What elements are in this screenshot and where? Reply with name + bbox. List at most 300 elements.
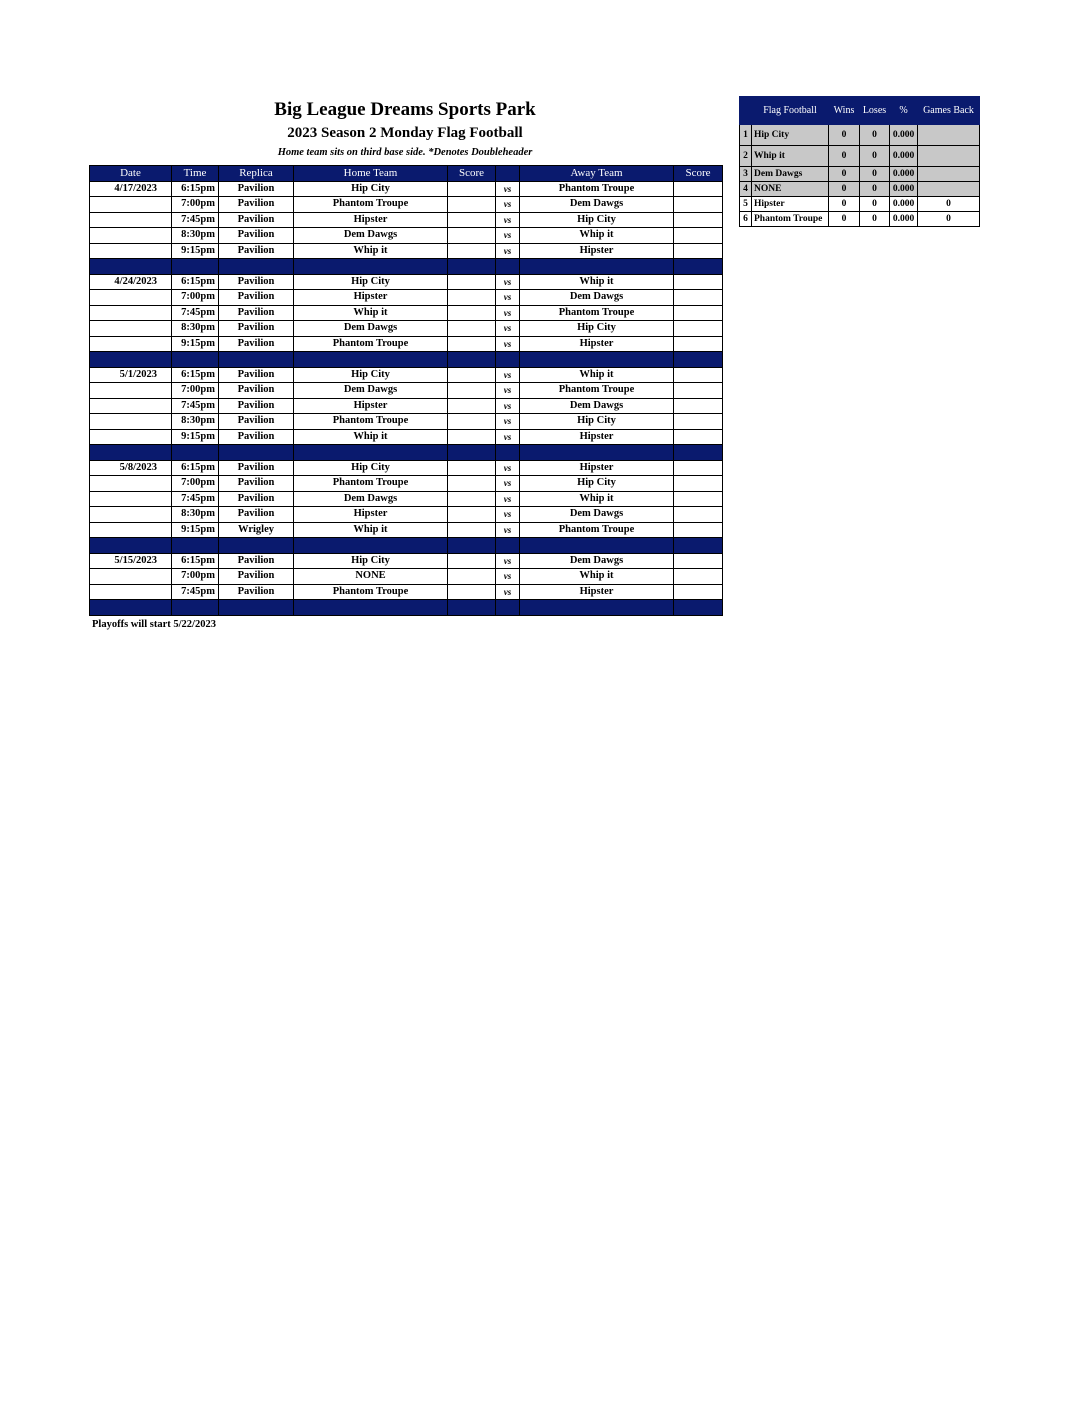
away-score [674, 491, 723, 507]
table-row [90, 274, 723, 290]
table-row [90, 336, 723, 352]
away-team: Hip City [520, 212, 674, 228]
vs-label: vs [496, 290, 520, 306]
table-row [90, 491, 723, 507]
table-row [90, 522, 723, 538]
home-score [448, 228, 496, 244]
separator-cell [219, 445, 294, 461]
separator-cell [294, 600, 448, 616]
vs-label: vs [496, 553, 520, 569]
vs-label: vs [496, 197, 520, 213]
team-pct: 0.000 [890, 167, 918, 182]
game-field: Pavilion [219, 507, 294, 523]
vs-label: vs [496, 336, 520, 352]
game-date [90, 243, 172, 259]
team-name: Phantom Troupe [752, 212, 829, 227]
away-team: Hip City [520, 476, 674, 492]
separator-cell [219, 259, 294, 275]
team-wins: 0 [829, 197, 860, 212]
home-team: Hip City [294, 460, 448, 476]
away-team: Hip City [520, 321, 674, 337]
table-row [90, 507, 723, 523]
team-pct: 0.000 [890, 125, 918, 146]
away-score [674, 305, 723, 321]
vs-label: vs [496, 398, 520, 414]
team-rank: 5 [740, 197, 752, 212]
home-team: Hip City [294, 181, 448, 197]
team-name: NONE [752, 182, 829, 197]
standings-row [740, 197, 980, 212]
game-field: Pavilion [219, 398, 294, 414]
standings-row [740, 212, 980, 227]
away-score [674, 383, 723, 399]
away-score [674, 429, 723, 445]
game-time: 6:15pm [172, 274, 219, 290]
team-rank: 6 [740, 212, 752, 227]
week-separator [90, 259, 723, 275]
table-row [90, 584, 723, 600]
away-team: Hipster [520, 429, 674, 445]
vs-label: vs [496, 243, 520, 259]
team-games-back: 0 [918, 212, 980, 227]
home-score [448, 197, 496, 213]
team-games-back [918, 125, 980, 146]
game-time: 6:15pm [172, 367, 219, 383]
home-team: Dem Dawgs [294, 383, 448, 399]
away-score [674, 181, 723, 197]
table-row [90, 398, 723, 414]
team-pct: 0.000 [890, 212, 918, 227]
separator-cell [219, 600, 294, 616]
game-field: Pavilion [219, 569, 294, 585]
away-score [674, 367, 723, 383]
playoffs-note: Playoffs will start 5/22/2023 [92, 619, 216, 630]
game-time: 7:45pm [172, 212, 219, 228]
home-score [448, 290, 496, 306]
col-vs [496, 166, 520, 182]
standings-row [740, 125, 980, 146]
vs-label: vs [496, 522, 520, 538]
game-time: 9:15pm [172, 243, 219, 259]
away-team: Dem Dawgs [520, 507, 674, 523]
game-field: Pavilion [219, 414, 294, 430]
standings-row [740, 167, 980, 182]
home-score [448, 460, 496, 476]
table-row [90, 212, 723, 228]
separator-cell [172, 600, 219, 616]
game-time: 6:15pm [172, 181, 219, 197]
away-team: Hipster [520, 460, 674, 476]
table-row [90, 305, 723, 321]
vs-label: vs [496, 460, 520, 476]
away-score [674, 274, 723, 290]
separator-cell [496, 445, 520, 461]
home-team: Hipster [294, 212, 448, 228]
away-team: Whip it [520, 274, 674, 290]
away-team: Dem Dawgs [520, 197, 674, 213]
week-separator [90, 445, 723, 461]
separator-cell [90, 600, 172, 616]
game-time: 9:15pm [172, 429, 219, 445]
separator-cell [90, 259, 172, 275]
table-row [90, 290, 723, 306]
vs-label: vs [496, 507, 520, 523]
team-loses: 0 [860, 125, 890, 146]
col-flag-football: Flag Football [752, 97, 829, 125]
away-team: Whip it [520, 491, 674, 507]
vs-label: vs [496, 367, 520, 383]
separator-cell [448, 445, 496, 461]
team-wins: 0 [829, 212, 860, 227]
home-team: Hipster [294, 290, 448, 306]
col-pct: % [890, 97, 918, 125]
team-pct: 0.000 [890, 146, 918, 167]
table-row [90, 414, 723, 430]
game-date: 5/1/2023 [90, 367, 172, 383]
separator-cell [520, 538, 674, 554]
schedule-note: Home team sits on third base side. *Denotes Doubleheader [277, 147, 533, 158]
page-title: Big League Dreams Sports Park [274, 99, 536, 120]
table-row [90, 243, 723, 259]
table-row [90, 367, 723, 383]
game-date: 4/24/2023 [90, 274, 172, 290]
team-games-back [918, 146, 980, 167]
home-score [448, 429, 496, 445]
separator-cell [219, 538, 294, 554]
team-name: Hipster [752, 197, 829, 212]
away-team: Dem Dawgs [520, 290, 674, 306]
table-row [90, 383, 723, 399]
separator-cell [520, 259, 674, 275]
home-team: Whip it [294, 243, 448, 259]
game-field: Pavilion [219, 274, 294, 290]
table-row [90, 476, 723, 492]
away-score [674, 507, 723, 523]
away-score [674, 584, 723, 600]
away-team: Hip City [520, 414, 674, 430]
game-field: Pavilion [219, 197, 294, 213]
game-time: 9:15pm [172, 522, 219, 538]
away-team: Whip it [520, 228, 674, 244]
game-field: Pavilion [219, 181, 294, 197]
game-time: 7:00pm [172, 197, 219, 213]
team-pct: 0.000 [890, 197, 918, 212]
home-score [448, 491, 496, 507]
away-score [674, 321, 723, 337]
separator-cell [172, 259, 219, 275]
table-row [90, 569, 723, 585]
game-date [90, 584, 172, 600]
game-time: 7:45pm [172, 584, 219, 600]
separator-cell [90, 445, 172, 461]
game-time: 7:00pm [172, 383, 219, 399]
home-team: Hipster [294, 398, 448, 414]
game-field: Pavilion [219, 228, 294, 244]
away-score [674, 197, 723, 213]
separator-cell [674, 445, 723, 461]
home-team: Dem Dawgs [294, 321, 448, 337]
team-wins: 0 [829, 125, 860, 146]
vs-label: vs [496, 584, 520, 600]
separator-cell [520, 352, 674, 368]
col-away-score: Score [674, 166, 723, 182]
team-loses: 0 [860, 146, 890, 167]
game-date [90, 491, 172, 507]
game-time: 7:00pm [172, 290, 219, 306]
game-field: Pavilion [219, 321, 294, 337]
game-field: Pavilion [219, 460, 294, 476]
game-field: Pavilion [219, 491, 294, 507]
separator-cell [674, 538, 723, 554]
team-loses: 0 [860, 167, 890, 182]
separator-cell [496, 352, 520, 368]
separator-cell [294, 445, 448, 461]
game-field: Pavilion [219, 367, 294, 383]
col-games-back: Games Back [918, 97, 980, 125]
home-score [448, 274, 496, 290]
team-name: Dem Dawgs [752, 167, 829, 182]
header [88, 98, 722, 161]
game-time: 8:30pm [172, 507, 219, 523]
game-date [90, 569, 172, 585]
away-team: Whip it [520, 569, 674, 585]
game-field: Pavilion [219, 290, 294, 306]
separator-cell [172, 352, 219, 368]
vs-label: vs [496, 305, 520, 321]
home-team: NONE [294, 569, 448, 585]
col-home-score: Score [448, 166, 496, 182]
table-row [90, 553, 723, 569]
away-score [674, 414, 723, 430]
away-score [674, 243, 723, 259]
team-games-back: 0 [918, 197, 980, 212]
separator-cell [448, 600, 496, 616]
team-name: Whip it [752, 146, 829, 167]
home-score [448, 569, 496, 585]
game-field: Pavilion [219, 336, 294, 352]
team-loses: 0 [860, 197, 890, 212]
game-date [90, 429, 172, 445]
game-field: Pavilion [219, 243, 294, 259]
away-score [674, 522, 723, 538]
home-team: Phantom Troupe [294, 584, 448, 600]
standings-row [740, 146, 980, 167]
game-time: 7:45pm [172, 398, 219, 414]
separator-cell [90, 352, 172, 368]
separator-cell [294, 538, 448, 554]
home-score [448, 507, 496, 523]
game-date [90, 476, 172, 492]
standings-table [739, 96, 980, 227]
home-team: Dem Dawgs [294, 228, 448, 244]
game-time: 6:15pm [172, 553, 219, 569]
game-date [90, 507, 172, 523]
team-rank: 3 [740, 167, 752, 182]
away-team: Hipster [520, 243, 674, 259]
home-team: Phantom Troupe [294, 476, 448, 492]
away-score [674, 553, 723, 569]
game-time: 6:15pm [172, 460, 219, 476]
col-rank [740, 97, 752, 125]
home-score [448, 181, 496, 197]
vs-label: vs [496, 321, 520, 337]
table-row [90, 197, 723, 213]
col-away-team: Away Team [520, 166, 674, 182]
game-date [90, 383, 172, 399]
team-loses: 0 [860, 182, 890, 197]
team-rank: 1 [740, 125, 752, 146]
standings-header-row [740, 97, 980, 125]
col-loses: Loses [860, 97, 890, 125]
game-date [90, 305, 172, 321]
away-team: Hipster [520, 584, 674, 600]
col-date: Date [90, 166, 172, 182]
col-time: Time [172, 166, 219, 182]
game-time: 7:00pm [172, 569, 219, 585]
game-date [90, 321, 172, 337]
separator-cell [674, 352, 723, 368]
game-time: 8:30pm [172, 414, 219, 430]
game-field: Pavilion [219, 429, 294, 445]
home-team: Whip it [294, 429, 448, 445]
away-team: Dem Dawgs [520, 398, 674, 414]
home-score [448, 367, 496, 383]
team-rank: 2 [740, 146, 752, 167]
home-score [448, 321, 496, 337]
game-field: Pavilion [219, 553, 294, 569]
away-score [674, 460, 723, 476]
team-wins: 0 [829, 167, 860, 182]
home-team: Hip City [294, 367, 448, 383]
separator-cell [294, 259, 448, 275]
home-team: Dem Dawgs [294, 491, 448, 507]
table-row [90, 460, 723, 476]
game-time: 8:30pm [172, 228, 219, 244]
vs-label: vs [496, 429, 520, 445]
col-home-team: Home Team [294, 166, 448, 182]
team-rank: 4 [740, 182, 752, 197]
home-score [448, 383, 496, 399]
game-date: 5/15/2023 [90, 553, 172, 569]
game-field: Pavilion [219, 476, 294, 492]
game-time: 7:45pm [172, 491, 219, 507]
separator-cell [496, 259, 520, 275]
home-team: Hip City [294, 553, 448, 569]
separator-cell [172, 445, 219, 461]
separator-cell [448, 352, 496, 368]
vs-label: vs [496, 476, 520, 492]
away-team: Phantom Troupe [520, 383, 674, 399]
schedule-header-row [90, 166, 723, 182]
away-score [674, 476, 723, 492]
game-time: 9:15pm [172, 336, 219, 352]
separator-cell [496, 600, 520, 616]
game-date [90, 212, 172, 228]
separator-cell [496, 538, 520, 554]
game-field: Pavilion [219, 383, 294, 399]
away-score [674, 228, 723, 244]
away-team: Phantom Troupe [520, 305, 674, 321]
table-row [90, 429, 723, 445]
vs-label: vs [496, 414, 520, 430]
away-score [674, 336, 723, 352]
week-separator [90, 538, 723, 554]
separator-cell [520, 445, 674, 461]
standings-row [740, 182, 980, 197]
team-wins: 0 [829, 146, 860, 167]
away-team: Phantom Troupe [520, 181, 674, 197]
home-score [448, 414, 496, 430]
page-subtitle: 2023 Season 2 Monday Flag Football [287, 125, 523, 141]
table-row [90, 321, 723, 337]
home-team: Whip it [294, 522, 448, 538]
separator-cell [674, 600, 723, 616]
team-games-back [918, 182, 980, 197]
away-score [674, 398, 723, 414]
vs-label: vs [496, 274, 520, 290]
home-score [448, 212, 496, 228]
team-wins: 0 [829, 182, 860, 197]
game-date [90, 522, 172, 538]
team-games-back [918, 167, 980, 182]
home-score [448, 584, 496, 600]
vs-label: vs [496, 491, 520, 507]
game-date [90, 228, 172, 244]
game-time: 8:30pm [172, 321, 219, 337]
home-score [448, 398, 496, 414]
game-date [90, 336, 172, 352]
game-date [90, 290, 172, 306]
away-score [674, 569, 723, 585]
schedule-table [89, 165, 723, 616]
home-score [448, 336, 496, 352]
home-team: Hipster [294, 507, 448, 523]
vs-label: vs [496, 569, 520, 585]
separator-cell [448, 538, 496, 554]
game-field: Pavilion [219, 305, 294, 321]
home-score [448, 553, 496, 569]
game-field: Pavilion [219, 584, 294, 600]
separator-cell [294, 352, 448, 368]
week-separator [90, 352, 723, 368]
home-score [448, 305, 496, 321]
home-team: Phantom Troupe [294, 336, 448, 352]
game-date: 4/17/2023 [90, 181, 172, 197]
separator-cell [172, 538, 219, 554]
separator-cell [520, 600, 674, 616]
home-score [448, 476, 496, 492]
game-date: 5/8/2023 [90, 460, 172, 476]
col-replica: Replica [219, 166, 294, 182]
team-pct: 0.000 [890, 182, 918, 197]
game-field: Pavilion [219, 212, 294, 228]
game-time: 7:45pm [172, 305, 219, 321]
home-team: Phantom Troupe [294, 414, 448, 430]
week-separator [90, 600, 723, 616]
home-score [448, 243, 496, 259]
team-name: Hip City [752, 125, 829, 146]
away-team: Dem Dawgs [520, 553, 674, 569]
away-score [674, 212, 723, 228]
separator-cell [219, 352, 294, 368]
game-date [90, 414, 172, 430]
home-score [448, 522, 496, 538]
game-date [90, 197, 172, 213]
table-row [90, 228, 723, 244]
game-time: 7:00pm [172, 476, 219, 492]
home-team: Whip it [294, 305, 448, 321]
table-row [90, 181, 723, 197]
